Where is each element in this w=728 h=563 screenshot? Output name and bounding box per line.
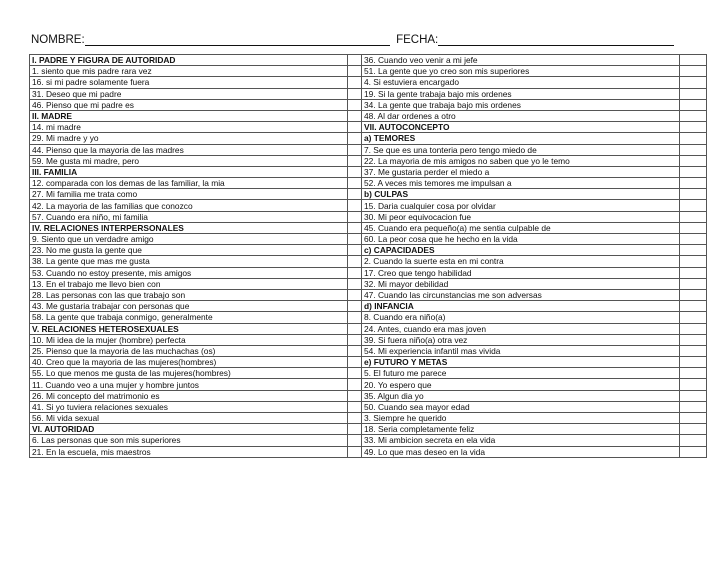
answer-cell[interactable] — [348, 166, 362, 177]
answer-cell[interactable] — [348, 178, 362, 189]
table-row — [30, 189, 707, 200]
sentence-prompt: 15. Daria cualquier cosa por olvidar — [362, 200, 680, 211]
sentence-prompt: 2. Cuando la suerte esta en mi contra — [362, 256, 680, 267]
answer-cell[interactable] — [680, 289, 707, 300]
sentence-prompt: 29. Mi madre y yo — [30, 133, 348, 144]
section-heading: d) INFANCIA — [362, 301, 680, 312]
answer-cell[interactable] — [680, 446, 707, 457]
sentence-prompt: 20. Yo espero que — [362, 379, 680, 390]
answer-cell[interactable] — [348, 413, 362, 424]
answer-cell[interactable] — [680, 334, 707, 345]
sentence-prompt: 26. Mi concepto del matrimonio es — [30, 390, 348, 401]
table-row — [30, 390, 707, 401]
table-row — [30, 289, 707, 300]
answer-cell[interactable] — [348, 446, 362, 457]
sentence-prompt: 16. si mi padre solamente fuera — [30, 77, 348, 88]
sentence-prompt: 42. La mayoria de las familias que conozco — [30, 200, 348, 211]
table-row — [30, 278, 707, 289]
answer-cell[interactable] — [680, 88, 707, 99]
answer-cell[interactable] — [680, 312, 707, 323]
table-row — [30, 144, 707, 155]
section-heading: I. PADRE Y FIGURA DE AUTORIDAD — [30, 55, 348, 66]
sentence-prompt: 47. Cuando las circunstancias me son adversas — [362, 289, 680, 300]
sentence-prompt: 18. Seria completamente feliz — [362, 424, 680, 435]
table-row — [30, 222, 707, 233]
table-row — [30, 379, 707, 390]
sentence-prompt: 21. En la escuela, mis maestros — [30, 446, 348, 457]
answer-cell[interactable] — [680, 77, 707, 88]
answer-cell[interactable] — [348, 88, 362, 99]
answer-cell[interactable] — [348, 122, 362, 133]
answer-cell[interactable] — [348, 234, 362, 245]
sentence-prompt: 40. Creo que la mayoria de las mujeres(hombres) — [30, 357, 348, 368]
date-label: FECHA: — [396, 34, 439, 46]
name-field[interactable] — [85, 33, 390, 46]
answer-cell[interactable] — [680, 222, 707, 233]
table-row — [30, 424, 707, 435]
answer-cell[interactable] — [680, 345, 707, 356]
table-row — [30, 345, 707, 356]
sentence-prompt: 58. La gente que trabaja conmigo, generalmente — [30, 312, 348, 323]
table-row — [30, 88, 707, 99]
sentence-prompt: 24. Antes, cuando era mas joven — [362, 323, 680, 334]
sentence-prompt: 1. siento que mis padre rara vez — [30, 66, 348, 77]
answer-cell[interactable] — [348, 66, 362, 77]
table-row — [30, 245, 707, 256]
sentence-prompt: 6. Las personas que son mis superiores — [30, 435, 348, 446]
form-header — [31, 33, 674, 46]
sentence-prompt: 31. Deseo que mi padre — [30, 88, 348, 99]
sentence-prompt: 38. La gente que mas me gusta — [30, 256, 348, 267]
table-row — [30, 401, 707, 412]
sentence-prompt: 17. Creo que tengo habilidad — [362, 267, 680, 278]
answer-cell[interactable] — [348, 401, 362, 412]
sentence-prompt: 43. Me gustaria trabajar con personas que — [30, 301, 348, 312]
table-row — [30, 413, 707, 424]
answer-cell[interactable] — [348, 379, 362, 390]
answer-cell[interactable] — [680, 99, 707, 110]
table-row — [30, 55, 707, 66]
sentence-prompt: 33. Mi ambicion secreta en ela vida — [362, 435, 680, 446]
answer-cell[interactable] — [348, 368, 362, 379]
answer-cell[interactable] — [680, 413, 707, 424]
answer-cell[interactable] — [348, 312, 362, 323]
answer-cell[interactable] — [348, 435, 362, 446]
sentence-prompt: 57. Cuando era niño, mi familia — [30, 211, 348, 222]
sentence-prompt: 25. Pienso que la mayoria de las muchachas (os) — [30, 345, 348, 356]
sentence-prompt: 9. Siento que un verdadre amigo — [30, 234, 348, 245]
answer-cell[interactable] — [348, 301, 362, 312]
table-row — [30, 66, 707, 77]
section-heading: IV. RELACIONES INTERPERSONALES — [30, 222, 348, 233]
table-row — [30, 267, 707, 278]
answer-cell[interactable] — [680, 110, 707, 121]
answer-cell[interactable] — [680, 256, 707, 267]
sentence-prompt: 50. Cuando sea mayor edad — [362, 401, 680, 412]
table-row — [30, 446, 707, 457]
answer-cell[interactable] — [348, 211, 362, 222]
table-row — [30, 166, 707, 177]
answer-cell[interactable] — [680, 133, 707, 144]
section-heading: e) FUTURO Y METAS — [362, 357, 680, 368]
table-row — [30, 234, 707, 245]
answer-cell[interactable] — [348, 189, 362, 200]
table-row — [30, 312, 707, 323]
sentence-prompt: 36. Cuando veo venir a mi jefe — [362, 55, 680, 66]
answer-cell[interactable] — [680, 155, 707, 166]
sentence-prompt: 46. Pienso que mi padre es — [30, 99, 348, 110]
answer-cell[interactable] — [348, 278, 362, 289]
section-heading: a) TEMORES — [362, 133, 680, 144]
table-row — [30, 155, 707, 166]
sentence-prompt: 48. Al dar ordenes a otro — [362, 110, 680, 121]
answer-cell[interactable] — [680, 55, 707, 66]
answer-cell[interactable] — [680, 122, 707, 133]
sentence-prompt: 4. Si estuviera encargado — [362, 77, 680, 88]
answer-cell[interactable] — [680, 278, 707, 289]
sentence-prompt: 52. A veces mis temores me impulsan a — [362, 178, 680, 189]
sentence-prompt: 60. La peor cosa que he hecho en la vida — [362, 234, 680, 245]
section-heading: b) CULPAS — [362, 189, 680, 200]
answer-cell[interactable] — [348, 155, 362, 166]
answer-cell[interactable] — [348, 424, 362, 435]
answer-cell[interactable] — [348, 144, 362, 155]
table-row — [30, 256, 707, 267]
answer-cell[interactable] — [680, 357, 707, 368]
sentence-prompt: 34. La gente que trabaja bajo mis ordenes — [362, 99, 680, 110]
answer-cell[interactable] — [680, 401, 707, 412]
sentence-prompt: 53. Cuando no estoy presente, mis amigos — [30, 267, 348, 278]
answer-cell[interactable] — [348, 334, 362, 345]
answer-cell[interactable] — [348, 110, 362, 121]
sentence-prompt: 13. En el trabajo me llevo bien con — [30, 278, 348, 289]
sentence-prompt: 30. Mi peor equivocacion fue — [362, 211, 680, 222]
answer-cell[interactable] — [680, 200, 707, 211]
answer-cell[interactable] — [348, 323, 362, 334]
sentence-prompt: 45. Cuando era pequeño(a) me sentia culpable de — [362, 222, 680, 233]
section-heading: V. RELACIONES HETEROSEXUALES — [30, 323, 348, 334]
table-row — [30, 323, 707, 334]
sentence-prompt: 39. Si fuera niño(a) otra vez — [362, 334, 680, 345]
answer-cell[interactable] — [680, 245, 707, 256]
sentence-prompt: 32. Mi mayor debilidad — [362, 278, 680, 289]
answer-cell[interactable] — [348, 222, 362, 233]
sentence-prompt: 37. Me gustaria perder el miedo a — [362, 166, 680, 177]
sentence-prompt: 35. Algun dia yo — [362, 390, 680, 401]
answer-cell[interactable] — [680, 435, 707, 446]
sentence-prompt: 12. comparada con los demas de las familiar, la mia — [30, 178, 348, 189]
answer-cell[interactable] — [348, 55, 362, 66]
table-row — [30, 301, 707, 312]
sentence-prompt: 7. Se que es una tonteria pero tengo miedo de — [362, 144, 680, 155]
date-field[interactable] — [438, 33, 674, 46]
answer-cell[interactable] — [348, 77, 362, 88]
answer-cell[interactable] — [680, 301, 707, 312]
table-row — [30, 99, 707, 110]
sentence-prompt: 23. No me gusta la gente que — [30, 245, 348, 256]
sentence-prompt: 5. El futuro me parece — [362, 368, 680, 379]
answer-cell[interactable] — [680, 144, 707, 155]
section-heading: VI. AUTORIDAD — [30, 424, 348, 435]
sentence-completion-table — [29, 54, 707, 458]
sentence-prompt: 28. Las personas con las que trabajo son — [30, 289, 348, 300]
answer-cell[interactable] — [348, 256, 362, 267]
sentence-prompt: 19. Si la gente trabaja bajo mis ordenes — [362, 88, 680, 99]
section-heading: II. MADRE — [30, 110, 348, 121]
table-row — [30, 77, 707, 88]
answer-cell[interactable] — [348, 345, 362, 356]
table-row — [30, 211, 707, 222]
table-row — [30, 110, 707, 121]
table-row — [30, 435, 707, 446]
answer-cell[interactable] — [348, 99, 362, 110]
answer-cell[interactable] — [680, 66, 707, 77]
table-row — [30, 368, 707, 379]
answer-cell[interactable] — [680, 178, 707, 189]
answer-cell[interactable] — [680, 323, 707, 334]
answer-cell[interactable] — [348, 267, 362, 278]
sentence-prompt: 14. mi madre — [30, 122, 348, 133]
sentence-prompt: 8. Cuando era niño(a) — [362, 312, 680, 323]
sentence-prompt: 56. Mi vida sexual — [30, 413, 348, 424]
sentence-prompt: 22. La mayoria de mis amigos no saben que yo le temo — [362, 155, 680, 166]
sentence-prompt: 10. Mi idea de la mujer (hombre) perfecta — [30, 334, 348, 345]
answer-cell[interactable] — [680, 211, 707, 222]
sentence-prompt: 3. Siempre he querido — [362, 413, 680, 424]
table-row — [30, 200, 707, 211]
answer-cell[interactable] — [680, 390, 707, 401]
answer-cell[interactable] — [348, 245, 362, 256]
section-heading: III. FAMILIA — [30, 166, 348, 177]
sentence-prompt: 55. Lo que menos me gusta de las mujeres(hombres) — [30, 368, 348, 379]
table-row — [30, 357, 707, 368]
sentence-prompt: 49. Lo que mas deseo en la vida — [362, 446, 680, 457]
answer-cell[interactable] — [680, 234, 707, 245]
answer-cell[interactable] — [348, 357, 362, 368]
sentence-prompt: 54. Mi experiencia infantil mas vivida — [362, 345, 680, 356]
answer-cell[interactable] — [348, 133, 362, 144]
table-row — [30, 178, 707, 189]
answer-cell[interactable] — [680, 166, 707, 177]
name-label: NOMBRE: — [31, 34, 85, 46]
answer-cell[interactable] — [680, 379, 707, 390]
section-heading: c) CAPACIDADES — [362, 245, 680, 256]
table-row — [30, 334, 707, 345]
sentence-prompt: 11. Cuando veo a una mujer y hombre juntos — [30, 379, 348, 390]
sentence-prompt: 27. Mi familia me trata como — [30, 189, 348, 200]
sentence-prompt: 44. Pienso que la mayoria de las madres — [30, 144, 348, 155]
answer-cell[interactable] — [680, 267, 707, 278]
answer-cell[interactable] — [348, 200, 362, 211]
answer-cell[interactable] — [348, 289, 362, 300]
answer-cell[interactable] — [348, 390, 362, 401]
section-heading: VII. AUTOCONCEPTO — [362, 122, 680, 133]
table-row — [30, 122, 707, 133]
table-row — [30, 133, 707, 144]
answer-cell[interactable] — [680, 368, 707, 379]
sentence-prompt: 41. Si yo tuviera relaciones sexuales — [30, 401, 348, 412]
answer-cell[interactable] — [680, 189, 707, 200]
sentence-prompt: 59. Me gusta mi madre, pero — [30, 155, 348, 166]
answer-cell[interactable] — [680, 424, 707, 435]
sentence-prompt: 51. La gente que yo creo son mis superiores — [362, 66, 680, 77]
